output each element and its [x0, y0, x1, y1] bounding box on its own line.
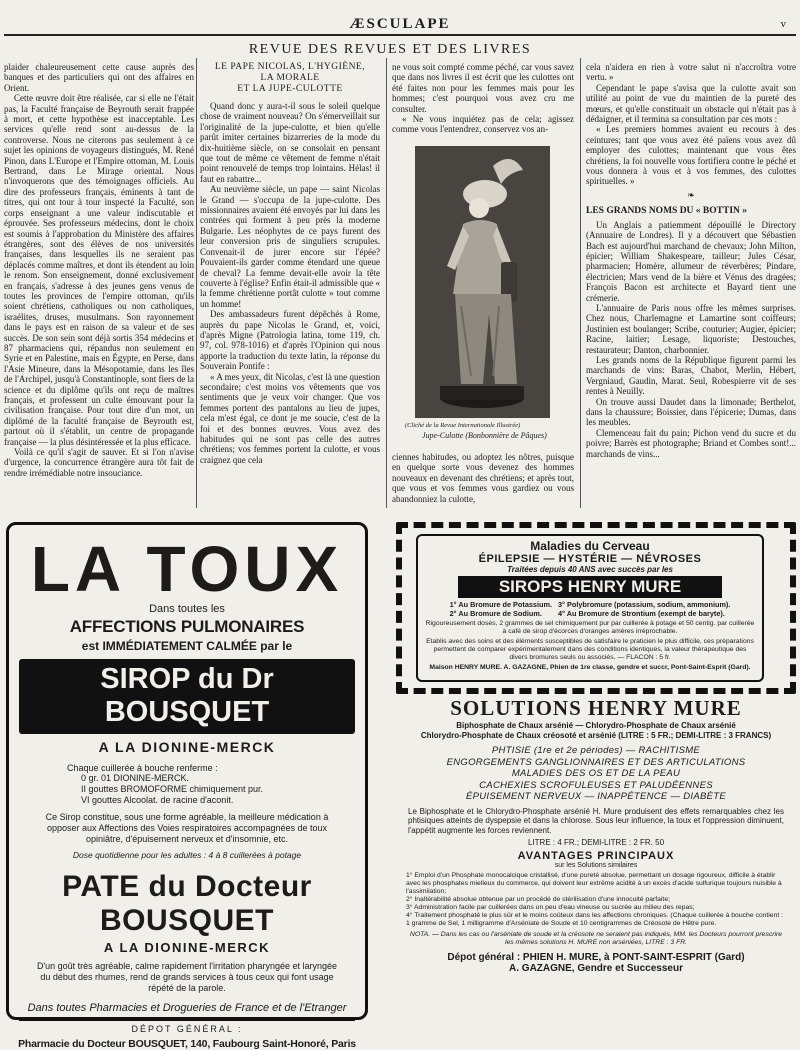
paragraph: Un Anglais a patiemment dépouillé le Directory (Annuaire de Londres). Il y a découvert que Sébastien Bach est aujourd'hui marchand de chevaux; John Milton, épicier; William Shakespeare, tailleur; Jules César, pharmacien; Homère, allumeur de réverbères; Pindare, électricien; Mars vend de la bière et Vénus des dragées; François Bacon est architecte et Bayard tient une crémerie. [586, 219, 796, 303]
paragraph: On trouve aussi Daudet dans la limonade; Berthelot, dans la chaussure; Boissier, dans l'épicerie; Dumas, dans les meubles. [586, 396, 796, 428]
article-continuation-bottom [392, 452, 574, 507]
figurine-illustration [415, 146, 550, 418]
ad-bromure-item: 1° Au Bromure de Potassium. [449, 600, 552, 609]
article-title [200, 62, 380, 95]
column-divider [386, 58, 387, 508]
paragraph: plaider chaleureusement cette cause auprès des banques et des particuliers qui ont des affaires en Orient. [4, 62, 194, 93]
ad-advantage: 4° Traitement phosphaté le plus sûr et le moins coûteux dans les affections chroniques. (Chaque cuillerée à bouche contient : 1 gramme de Sel, 1 milligramme d'Arséniate de Soude et 10 centigrammes de Créosote de Hêtre pure. [406, 912, 784, 927]
ad-advantage: 1° Emploi d'un Phosphate monocalcique cristallisé, d'une pureté absolue, permettant un dosage rigoureux, difficile à établir avec les phosphates mielleux du commerce, qui doivent leur extrême acidité à un excès d'acide sulfurique toujours nuisible à l'assimilation; [406, 872, 782, 895]
ad-headline: LA TOUX [30, 533, 344, 605]
paragraph: ne vous soit compté comme péché, car vous savez que dans nos livres il est écrit que les culottes ont été faites non pour les femmes mais pour les hommes; c'est pourquoi vous avez cru me consulter. [392, 62, 574, 114]
paragraph: Cette œuvre doit être réalisée, car si elle ne l'était pas, la Faculté française de Beyrouth serait frappée à mort, et cette hypothèse est inacceptable. Les services qu'elle rend sont au-dessus de la controverse. Nous ne citerons pas seulement à ce sujet les opinions de voyageurs distingués, M. René Pinon, dans L'Europe et l'Empire ottoman, M. Louis Bertrand, dans Le Mirage oriental. Nous n'invoquerons que des témoignages officiels. Au dire des professeurs français, éminents à tant de titres, qui ont tour à tour inspecté la Faculté, son corps enseignant a une valeur indiscutable et éprouvée. Ses professeurs médecins, dont le choix est soumis à l'approbation du Ministère des affaires étrangères, sont des élèves de nos universités françaises, dans lesquelles ils ne seraient pas déplacés comme maîtres, et dont ils étendent au loin le renom. Son enseignement, donné exclusivement en français, s'adresse à des jeunes gens venus de toutes les provinces de l'empire ottoman, qu'ils soient chrétiens, catholiques ou non catholiques, israélites, druses, musulmans. Son rayonnement dans le pays est en raison de sa valeur et de ses succès. De son sein sont déjà sortis 354 médecins et 87 pharmaciens qui, répandus non seulement en Syrie et en Palestine, mais en Égypte, en Perse, dans l'Asie Mineure, dans la Mésopotamie, dans les îles de l'Archipel, jusqu'à Constantinople, sont fiers de la science et du diplôme qu'ils ont reçu de maîtres français, et professent un culte émouvant pour la civilisation française. Pour tout dire d'un mot, un diplômé de la faculté française de Beyrouth est, partout où il s'établit, un centre de propagande française — la plus désintéressée et la plus efficace. [4, 93, 194, 447]
jupe-culotte-photo [415, 146, 550, 418]
paragraph: cela n'aidera en rien à votre salut ni n'accroîtra votre vertu. » [586, 62, 796, 83]
header-rule [4, 34, 796, 36]
ad-bromure-list [418, 600, 762, 618]
ad-subtitle-2: A LA DIONINE-MERCK [103, 940, 271, 955]
ad-bromure-item: 4° Au Bromure de Strontium (exempt de baryte). [558, 609, 725, 618]
column-divider [196, 58, 197, 508]
photo-caption: Jupe-Culotte (Bonbonnière de Pâques) [422, 431, 547, 440]
ad-advantage: 2° Inaltérabilité absolue obtenue par un procédé de stérilisation d'une innocuité parfaite; [406, 896, 670, 903]
ad-bromure-item: 3° Polybromure (potassium, sodium, ammonium). [558, 600, 731, 609]
ad-bromure-item: 2° Au Bromure de Sodium. [449, 609, 542, 618]
ad-product-line: Biphosphate de Chaux arsénié — Chlorydro-Phosphate de Chaux arsénié [456, 721, 736, 730]
paragraph: Au neuvième siècle, un pape — saint Nicolas le Grand — s'occupa de la jupe-culotte. Des missionnaires avaient été envoyés par lui dans les contrées qui forment à peu près la moderne Bulgarie. Les néophytes de ce pays furent des leur conversion pris de singuliers scrupules. Convenait-il de jurer encore sur l'épée? Pouvaient-ils garder comme étendard une queue de cheval? La femme devait-elle avoir la tête couverte à l'église? Enfin était-il admissible que « la femme chrétienne portât culotte » tout comme un homme! [200, 184, 380, 309]
ad-nota: NOTA. — Dans les cas ou l'arséniate de soude et la créosote ne seraient pas indiqués, MM. les Docteurs pourront prescrire les mêmes solutions H. MURE non arséniées, LITRE : 3 FR. [409, 931, 783, 946]
ad-heading: Maladies du Cerveau [530, 539, 650, 553]
ad-line: Dans toutes les [149, 603, 225, 615]
ad-description: Ce Sirop constitue, sous une forme agréable, la meilleure médication à opposer aux Affections des Voies respiratoires accompagnées de toux opiniâtre, d'épuisement nerveux et d'insomnie, etc. [45, 812, 329, 844]
ad-diseases: ÉPILEPSIE — HYSTÉRIE — NÉVROSES [478, 553, 702, 565]
article-bottin-column [586, 62, 796, 504]
ad-brand-solutions: SOLUTIONS HENRY MURE [450, 696, 742, 720]
ad-indications [396, 745, 796, 803]
ad-dosage: Rigoureusement dosés, 2 grammes de sel chimiquement pur par cuillerée à potage et 50 centig. par cuillerée à café de sirop d'écorces d'oranges amères irréprochable. [425, 620, 755, 635]
title-line: LE PAPE NICOLAS, L'HYGIÈNE, [214, 62, 366, 72]
ad-dose-list [9, 773, 365, 806]
title-line: LA MORALE [260, 73, 320, 83]
paragraph: « Ne vous inquiétez pas de cela; agissez comme vous l'entendrez, conservez vos an- [392, 114, 574, 135]
subhead-bottin: LES GRANDS NOMS DU « BOTTIN » [586, 206, 747, 217]
ad-availability: Dans toutes Pharmacies et Drogueries de France et de l'Etranger [27, 1002, 347, 1014]
ad-advantages-list [406, 872, 786, 928]
ad-indication: CACHEXIES SCROFULEUSES ET PALUDÉENNES [479, 779, 713, 791]
ad-dose-intro: Chaque cuillerée à bouche renferme : [67, 763, 218, 773]
photo-credit: (Cliché de la Revue Internationale Illustrée) [405, 422, 521, 429]
ad-dose-item: 0 gr. 01 DIONINE-MERCK. [81, 773, 190, 783]
ad-advantage: 3° Administration facile par cuillerées dans un peu d'eau vineuse ou sucrée au milieu des repas; [406, 904, 695, 911]
ad-depot-address: Pharmacie du Docteur BOUSQUET, 140, Faubourg Saint-Honoré, Paris [18, 1038, 356, 1050]
ad-indication: ENGORGEMENTS GANGLIONNAIRES ET DES ARTICULATIONS [446, 756, 746, 768]
article-beyrouth-column [4, 62, 194, 502]
advertisement-sirop-bousquet [6, 522, 368, 1050]
page-number: v [780, 18, 786, 30]
ad-product-name-2: PATE du Docteur BOUSQUET [62, 870, 312, 937]
paragraph: Des ambassadeurs furent dépêchés à Rome, auprès du pape Nicolas le Grand, et, voici, d'après Migne (Patrologia latina, tome 119, ch. 97, col. 978-1016) et d'après l'Opinion qui nous apporte la traduction du texte latin, la réponse du Souverain Pontife : [200, 309, 380, 372]
paragraph: Quand donc y aura-t-il sous le soleil quelque chose de vraiment nouveau? On s'émerveillait sur l'originalité de la jupe-culotte, et bien qu'elle parût imiter certaines bizarreries de la mode du dix-huitième siècle, on se consolait en pensant que tout de même ce vêtement de femme n'était point renouvelé de temps trop lointains. Hélas! il faut en rabattre... [200, 101, 380, 184]
ad-effects: Le Biphosphate et le Chlorydro-Phosphate arsénié H. Mure produisent des effets remarquables chez les phtisiques atteints de dyspepsie et dans la chlorose. Sous leur influence, la toux et l'oppression diminuent, l'appétit augmente les forces reviennent. [408, 806, 784, 835]
paragraph: L'annuaire de Paris nous offre les mêmes surprises. Chez nous, Charlemagne et Lamartine sont coiffeurs; Justinien est boulanger; Scribe, couturier; Augier, épicier; Racine, laitier; Lesage, liquoriste; Destouches, restaurateur; Danton, charbonnier. [586, 302, 796, 355]
ad-sirops-box [416, 534, 764, 682]
ad-subtitle: A LA DIONINE-MERCK [98, 739, 276, 755]
ad-maison: Maison HENRY MURE. A. GAZAGNE, Phien de 1re classe, gendre et succr, Pont-Saint-Esprit (Gard). [429, 664, 751, 671]
ad-depot-label: DÉPOT GÉNÉRAL : [131, 1024, 243, 1034]
paragraph: « A mes yeux, dit Nicolas, c'est là une question secondaire; c'est moins vos vêtements que vos sentiments que je veux voir changer. Que vos femmes portent des pantalons au lieu de jupes, cela m'est égal, ce dont je me soucie, c'est de la foi et des bonnes œuvres. Vous avez des habitudes qui ne sont pas celle des autres chrétiens; vos femmes portent la culotte, et vous craignez que cela [200, 371, 380, 465]
ad-dose-item: II gouttes BROMOFORME chimiquement pur. [81, 784, 264, 794]
ad-dose-adult: Dose quotidienne pour les adultes : 4 à 8 cuillerées à potage [72, 850, 302, 860]
paragraph: Les grands noms de la République figurent parmi les marchands de vins: Baras, Chabot, Merlin, Hébert, Vergniaud, Gaudin, Marat. Seul, Robespierre vit de ses rentes à Neuilly. [586, 354, 796, 397]
paragraph: ciennes habitudes, ou adoptez les nôtres, puisque en quelque sorte vous devenez des hommes nouveaux en devenant des chrétiens; et après tout, que vous et vos femmes vous gardiez ou vous abandonniez la culotte, [392, 452, 574, 504]
article-jupe-culotte-column [200, 62, 380, 502]
ad-advantages-sub: sur les Solutions similaires [554, 862, 638, 869]
ad-indication: ÉPUISEMENT NERVEUX — INAPPÉTENCE — DIABÈTE [465, 791, 726, 802]
ad-depot-successor: A. GAZAGNE, Gendre et Successeur [509, 963, 683, 974]
ad-product-line: Chlorydro-Phosphate de Chaux créosoté et arsénié (LITRE : 5 FR.; DEMI-LITRE : 3 FRANCS) [420, 731, 772, 740]
ad-description-2: D'un goût très agréable, calme rapidement l'irritation pharyngée et laryngée du début des rhumes, rend de grands services à tous ceux qui font usage répété de la parole. [36, 961, 338, 993]
paragraph: Voilà ce qu'il s'agit de sauver. Et si l'on n'avise d'urgence, la concurrence étrangère aura tôt fait de rendre irrémédiable notre insouciance. [4, 447, 194, 478]
article-continuation-column [392, 62, 574, 142]
ad-indication: PHTISIE (1re et 2e périodes) — RACHITISME [491, 745, 701, 756]
column-divider [580, 58, 581, 508]
paragraph: Clemenceau fait du pain; Pichon vend du sucre et du poivre; Barrès est photographe; Briand et Combes sont!... marchands de vins... [586, 427, 796, 459]
paragraph: Cependant le pape s'avisa que la culotte avait son utilité au point de vue du maintien de la pureté des mœurs, et qu'elle constituait un obstacle qui n'était pas à dédaigner, et il termina sa consultation par ces mots : [586, 82, 796, 125]
ad-brand: SIROPS HENRY MURE [458, 576, 722, 598]
ad-line: AFFECTIONS PULMONAIRES [69, 617, 305, 636]
paragraph: « Les premiers hommes avaient eu recours à des ceintures; tant que vous avez été païens vous avez dû employer des culottes; maintenant que vous êtes chrétiens, la foi nouvelle vous fortifiera contre le péché et vous donnera à vous et à vos femmes, des culottes spirituelles. » [586, 124, 796, 187]
ad-dose-item: VI gouttes Alcoolat. de racine d'aconit. [81, 795, 234, 805]
ad-depot: Dépot général : PHIEN H. MURE, à PONT-SAINT-ESPRIT (Gard) [447, 952, 745, 963]
ad-established: Etablis avec des soins et des éléments susceptibles de satisfaire le praticien le plus difficile, ces préparations permettent de comparer expérimentalement dans des conditions identiques, la valeur thérapeutique des divers bromures seuls ou associés. — FLACON : 5 fr. [426, 638, 754, 661]
section-title: REVUE DES REVUES ET DES LIVRES [248, 42, 532, 57]
ad-treated: Traitées depuis 40 ANS avec succès par les [507, 565, 673, 574]
ad-advantages-title: AVANTAGES PRINCIPAUX [517, 850, 675, 862]
advertisement-henry-mure [396, 522, 796, 1020]
ad-indication: MALADIES DES OS ET DE LA PEAU [511, 768, 681, 779]
fleuron-ornament: ❧ [687, 189, 695, 200]
title-line: ET LA JUPE-CULOTTE [237, 84, 343, 94]
journal-title: ÆSCULAPE [349, 16, 451, 32]
ad-prices: LITRE : 4 FR.; DEMI-LITRE : 2 FR. 50 [527, 838, 665, 847]
ad-line: est IMMÉDIATEMENT CALMÉE par le [81, 639, 293, 653]
ad-product-name: SIROP du Dr BOUSQUET [19, 659, 355, 734]
